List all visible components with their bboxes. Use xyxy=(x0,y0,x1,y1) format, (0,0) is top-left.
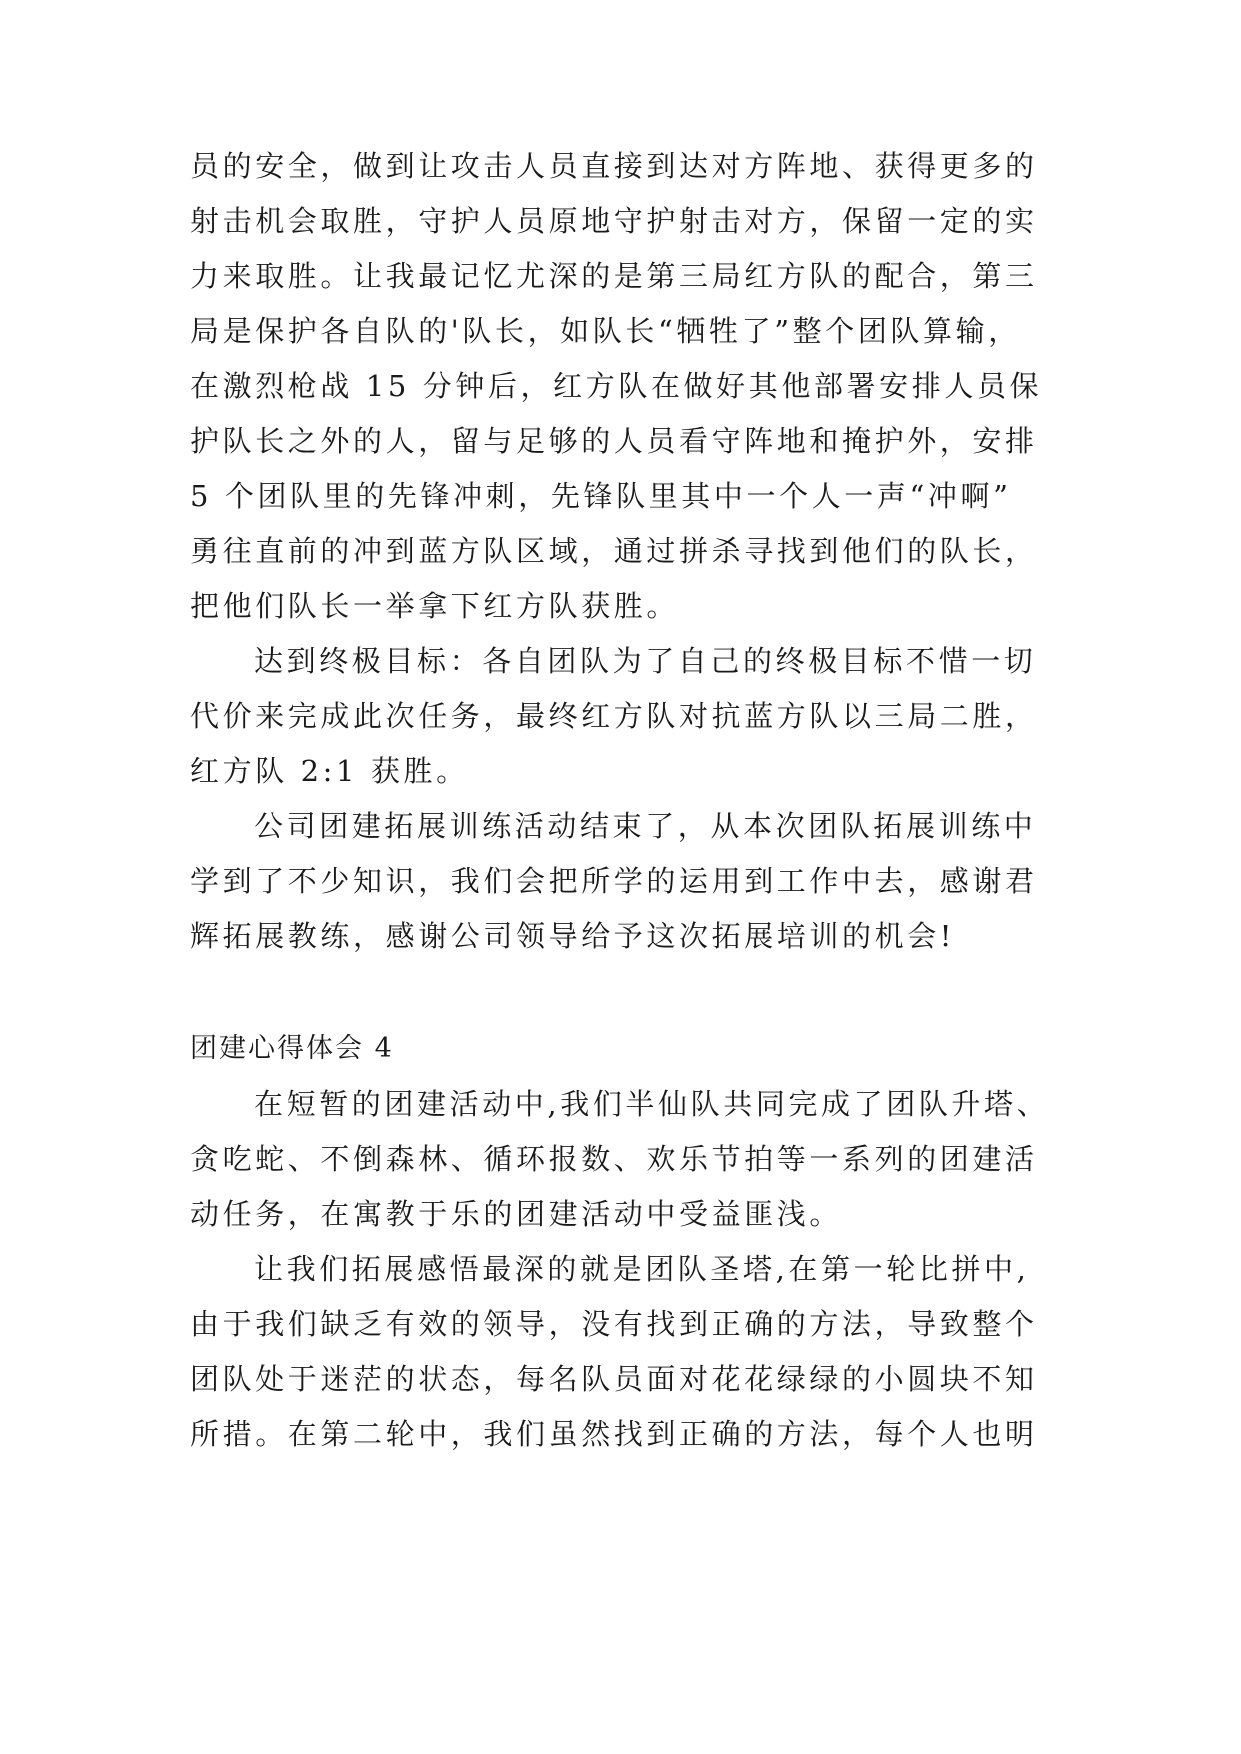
paragraph-line: 由于我们缺乏有效的领导，没有找到正确的方法，导致整个 xyxy=(190,1307,1038,1341)
section-heading: 团建心得体会 4 xyxy=(190,1033,394,1064)
paragraph-line: 达到终极目标：各自团队为了自己的终极目标不惜一切 xyxy=(254,644,1037,678)
paragraph-line: 辉拓展教练，感谢公司领导给予这次拓展培训的机会! xyxy=(190,919,956,953)
paragraph-line: 勇往直前的冲到蓝方队区域，通过拼杀寻找到他们的队长， xyxy=(190,534,1038,568)
paragraph-line: 5 个团队里的先锋冲刺，先锋队里其中一个人一声“冲啊” xyxy=(190,479,1012,513)
paragraph-line: 学到了不少知识，我们会把所学的运用到工作中去，感谢君 xyxy=(190,864,1038,898)
paragraph-line: 护队长之外的人，留与足够的人员看守阵地和掩护外，安排 xyxy=(190,424,1038,458)
paragraph-line: 员的安全，做到让攻击人员直接到达对方阵地、获得更多的 xyxy=(190,149,1038,183)
paragraph-line: 让我们拓展感悟最深的就是团队圣塔,在第一轮比拼中, xyxy=(254,1252,1030,1286)
paragraph-line: 代价来完成此次任务，最终红方队对抗蓝方队以三局二胜， xyxy=(190,699,1038,733)
paragraph-line: 在激烈枪战 15 分钟后，红方队在做好其他部署安排人员保 xyxy=(190,369,1043,403)
paragraph-line: 局是保护各自队的'队长，如队长“牺牲了”整个团队算输， xyxy=(190,314,1021,348)
paragraph-line: 把他们队长一举拿下红方队获胜。 xyxy=(190,589,680,623)
paragraph-line: 公司团建拓展训练活动结束了，从本次团队拓展训练中 xyxy=(254,809,1037,843)
paragraph-line: 在短暂的团建活动中,我们半仙队共同完成了团队升塔、 xyxy=(254,1087,1050,1121)
paragraph-line: 红方队 2:1 获胜。 xyxy=(190,754,469,788)
paragraph-line: 力来取胜。让我最记忆尤深的是第三局红方队的配合，第三 xyxy=(190,259,1038,293)
paragraph-line: 贪吃蛇、不倒森林、循环报数、欢乐节拍等一系列的团建活 xyxy=(190,1142,1038,1176)
paragraph-line: 所措。在第二轮中，我们虽然找到正确的方法，每个人也明 xyxy=(190,1417,1038,1451)
paragraph-line: 团队处于迷茫的状态，每名队员面对花花绿绿的小圆块不知 xyxy=(190,1362,1038,1396)
paragraph-line: 射击机会取胜，守护人员原地守护射击对方，保留一定的实 xyxy=(190,204,1038,238)
paragraph-line: 动任务，在寓教于乐的团建活动中受益匪浅。 xyxy=(190,1197,843,1231)
